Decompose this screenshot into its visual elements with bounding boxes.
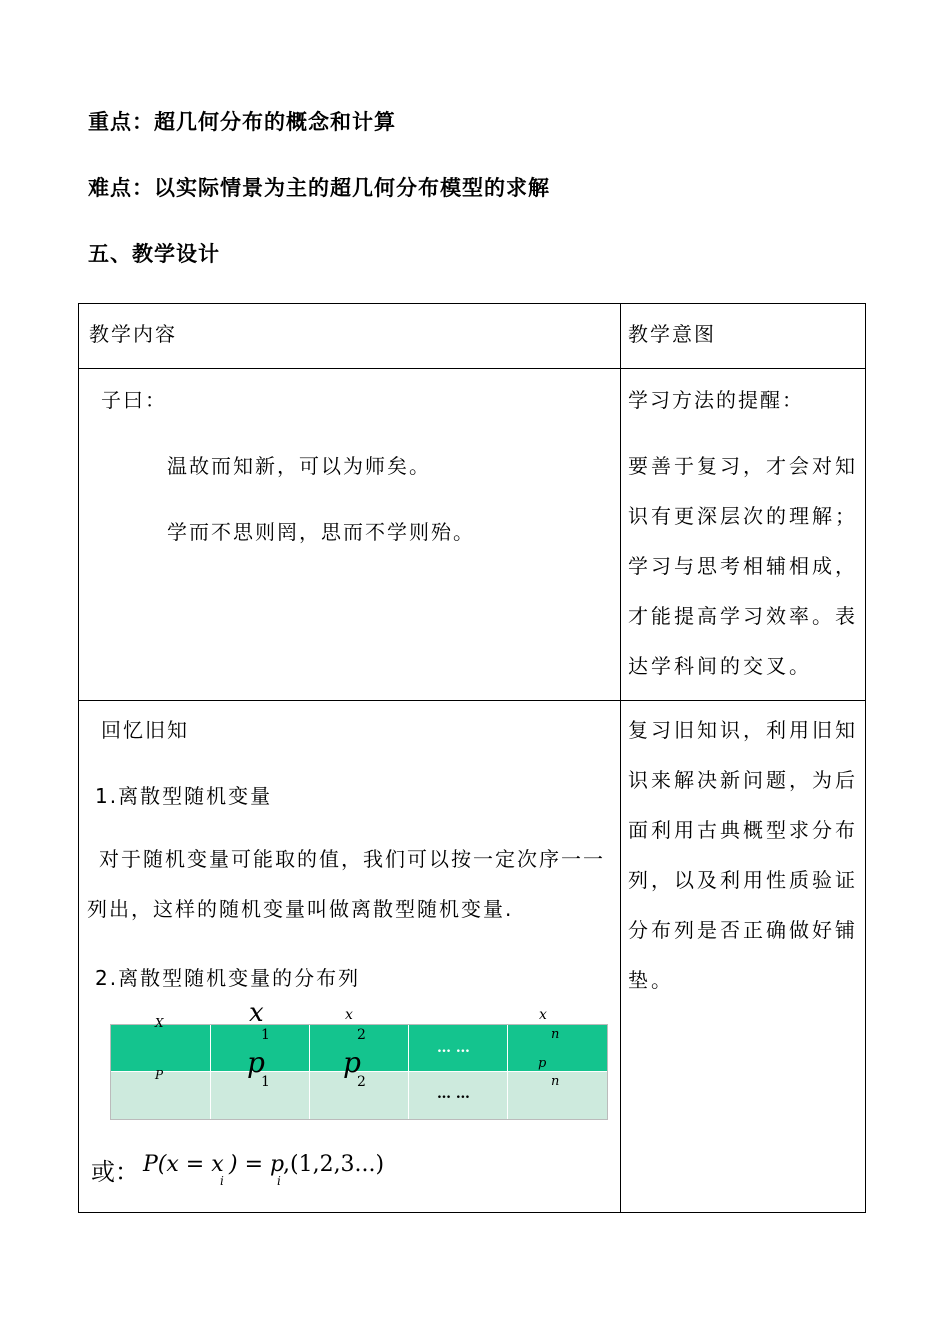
teaching-design-table — [78, 303, 866, 1213]
row1-intent-line: 要善于复习，才会对知 — [628, 454, 858, 478]
section-title: 五、教学设计 — [88, 242, 220, 266]
row2-intent-line: 列，以及利用性质验证 — [628, 868, 858, 892]
row2-intent-line: 分布列是否正确做好铺 — [628, 918, 858, 942]
dist-xn-sub: n — [551, 1027, 560, 1042]
dist-col-divider — [408, 1025, 409, 1119]
key-point-line: 重点：超几何分布的概念和计算 — [88, 110, 396, 134]
dist-p1-sub: 1 — [261, 1074, 270, 1090]
dist-pn: p — [538, 1056, 547, 1071]
header-intent: 教学意图 — [628, 322, 716, 346]
dist-x2-sub: 2 — [357, 1027, 366, 1043]
dist-p-label: P — [155, 1068, 164, 1082]
dist-x-label: X — [155, 1016, 164, 1030]
dist-pn-sub: n — [551, 1074, 560, 1089]
dist-x1: x — [249, 998, 264, 1028]
row1-label: 子曰： — [101, 388, 167, 412]
row-divider — [79, 700, 865, 701]
formula-part-b: ) = p — [229, 1152, 285, 1177]
dist-p1: p — [247, 1046, 265, 1079]
dist-x1-sub: 1 — [261, 1027, 270, 1043]
dist-col-divider — [210, 1025, 211, 1119]
row2-intent-line: 识来解决新问题，为后 — [628, 768, 858, 792]
dist-xn: x — [539, 1007, 547, 1023]
row1-intent-title: 学习方法的提醒： — [628, 388, 804, 412]
dist-ellipsis-bottom: … … — [437, 1086, 470, 1102]
difficult-point-line: 难点：以实际情景为主的超几何分布模型的求解 — [88, 176, 550, 200]
formula-prefix: 或： — [91, 1158, 139, 1186]
row2-label: 回忆旧知 — [101, 718, 189, 742]
row1-intent-line: 学习与思考相辅相成， — [628, 554, 858, 578]
column-divider — [620, 304, 621, 1212]
dist-p2: p — [343, 1046, 361, 1079]
row2-intent-line: 面利用古典概型求分布 — [628, 818, 858, 842]
row2-intent-line: 复习旧知识，利用旧知 — [628, 718, 858, 742]
formula-sub-i2: i — [277, 1174, 281, 1188]
row-divider — [79, 368, 865, 369]
item1-text: 对于随机变量可能取的值，我们可以按一定次序一一列出，这样的随机变量叫做离散型随机变量. — [87, 847, 605, 921]
formula-part-a: P(x = x — [143, 1152, 224, 1177]
quote-line-1: 温故而知新，可以为师矣。 — [167, 454, 431, 478]
dist-ellipsis-top: … … — [437, 1040, 470, 1056]
quote-line-2: 学而不思则罔，思而不学则殆。 — [167, 520, 475, 544]
item1-title: 1.离散型随机变量 — [95, 784, 273, 808]
formula-sub-i: i — [220, 1174, 224, 1188]
row1-intent-line: 才能提高学习效率。表 — [628, 604, 858, 628]
formula-tail: ,(1,2,3...) — [283, 1152, 385, 1177]
row1-intent-line: 达学科间的交叉。 — [628, 654, 812, 678]
dist-p2-sub: 2 — [357, 1074, 366, 1090]
row1-intent-line: 识有更深层次的理解； — [628, 504, 858, 528]
dist-x2: x — [345, 1007, 353, 1023]
row2-intent-line: 垫。 — [628, 968, 674, 992]
dist-col-divider — [507, 1025, 508, 1119]
header-content: 教学内容 — [89, 322, 177, 346]
item2-title: 2.离散型随机变量的分布列 — [95, 966, 361, 990]
dist-col-divider — [309, 1025, 310, 1119]
